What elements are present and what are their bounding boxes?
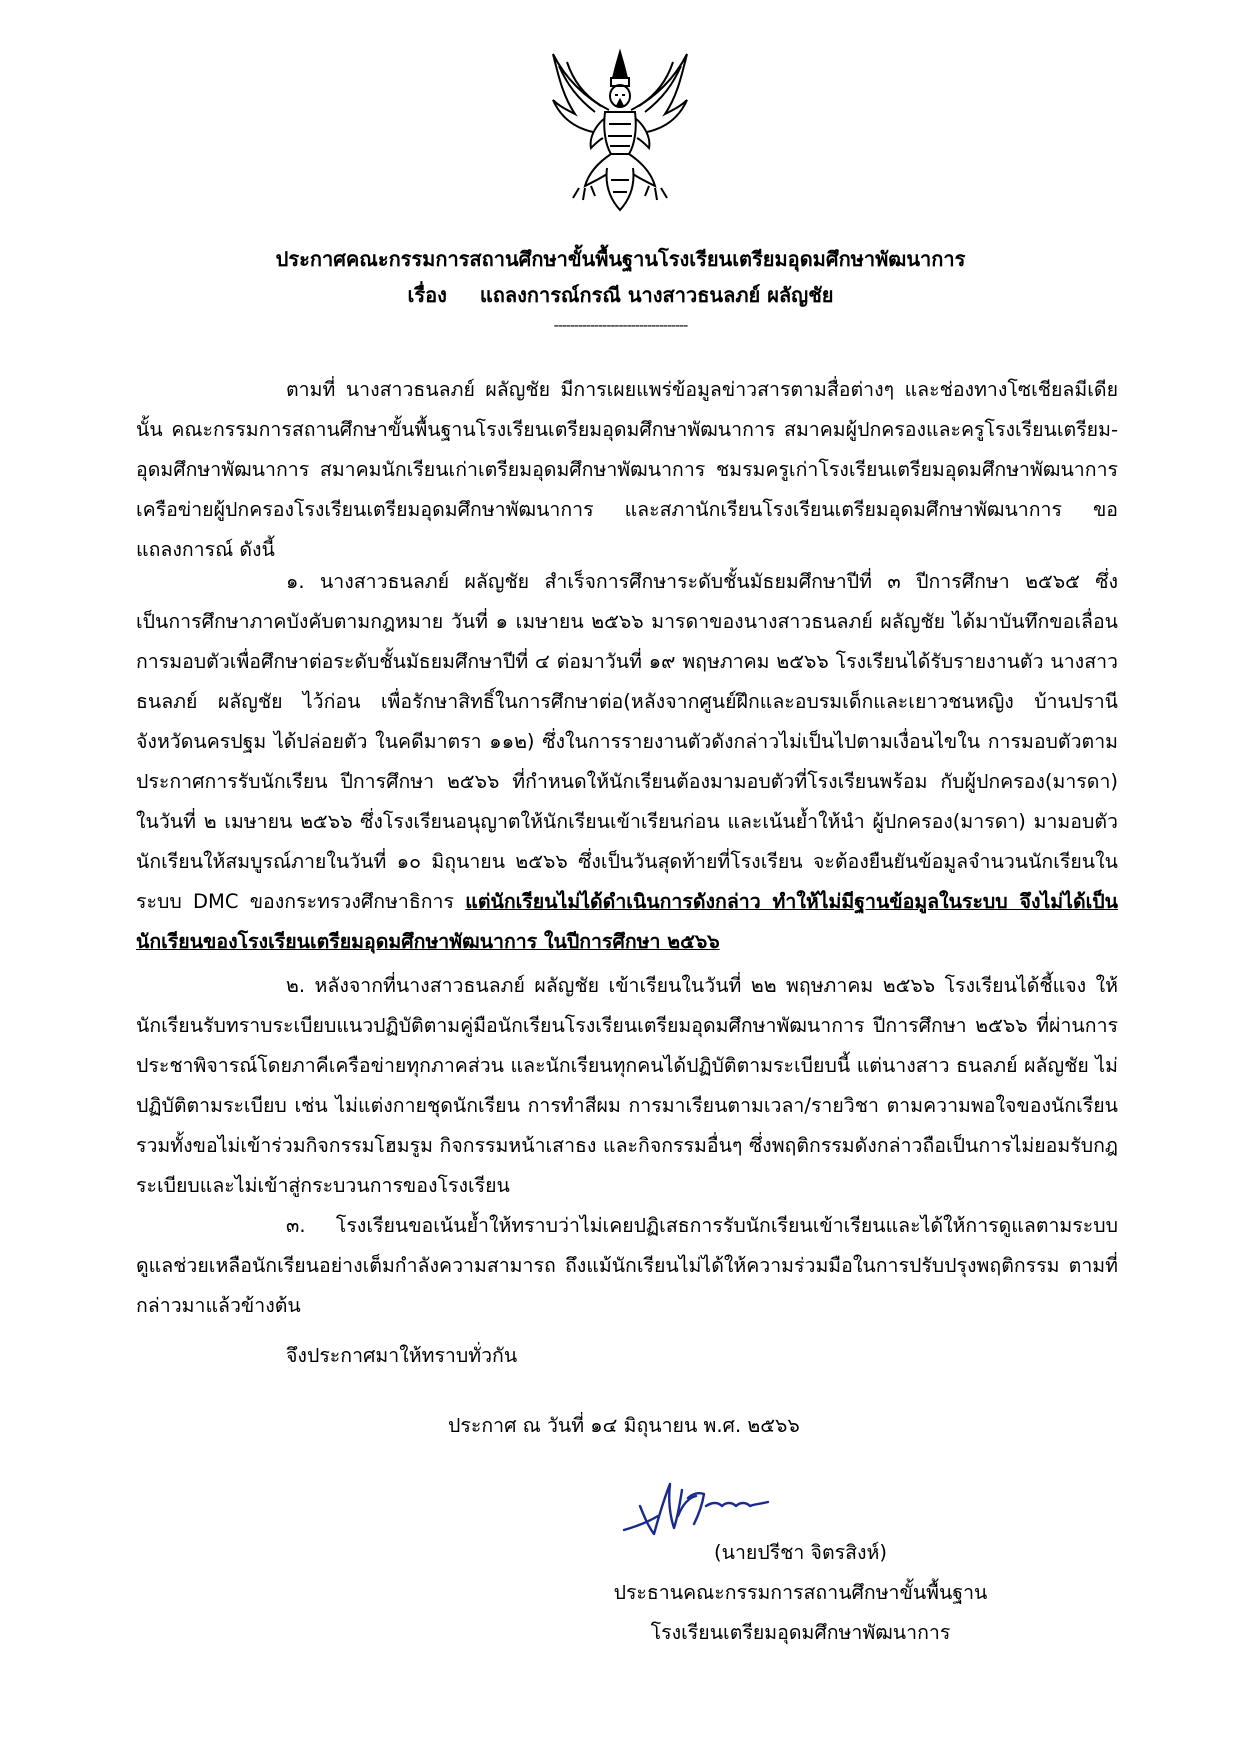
- closing-statement: จึงประกาศมาให้ทราบทั่วกัน: [286, 1344, 518, 1367]
- signer-position: ประธานคณะกรรมการสถานศึกษาขั้นพื้นฐาน: [613, 1581, 988, 1604]
- item-1-emphasis: แต่นักเรียนไม่ได้ดำเนินการดังกล่าว ทำให้ไม่มีฐานข้อมูลในระบบ จึงไม่ได้เป็นนักเรียนของโรงเรียนเตรียมอุดมศึกษาพัฒนาการ ในปีการศึกษา ๒๕๖๖: [136, 890, 1119, 953]
- subject-line: [0, 280, 1241, 310]
- signer-name: (นายปรีชา จิตรสิงห์): [714, 1541, 887, 1564]
- title-separator: ---------------------------------: [553, 318, 688, 334]
- signer-organization: โรงเรียนเตรียมอุดมศึกษาพัฒนาการ: [650, 1621, 951, 1644]
- item-3-paragraph: ๓. โรงเรียนขอเน้นย้ำให้ทราบว่าไม่เคยปฏิเสธการรับนักเรียนเข้าเรียนและได้ให้การดูแลตามระบบ ดูแลช่วยเหลือนักเรียนอย่างเต็มกำลังความสามารถ ถึงแม้นักเรียนไม่ได้ให้ความร่วมมือในการปรับปรุงพฤติกรรม ตามที่กล่าวมาแล้วข้างต้น: [136, 1214, 1118, 1317]
- announcement-date: ประกาศ ณ วันที่ ๑๔ มิถุนายน พ.ศ. ๒๕๖๖: [448, 1414, 800, 1437]
- announcement-title: ประกาศคณะกรรมการสถานศึกษาขั้นพื้นฐานโรงเรียนเตรียมอุดมศึกษาพัฒนาการ: [275, 247, 966, 271]
- signature-icon: [618, 1476, 778, 1540]
- item-1-text: ๑. นางสาวธนลภย์ ผลัญชัย สำเร็จการศึกษาระดับชั้นมัธยมศึกษาปีที่ ๓ ปีการศึกษา ๒๕๖๕ ซึ่งเป็นการศึกษาภาคบังคับตามกฎหมาย วันที่ ๑ เมษายน ๒๕๖๖ มารดาของนางสาวธนลภย์ ผลัญชัย ได้มาบันทึกขอเลื่อนการมอบตัวเพื่อศึกษาต่อระดับชั้นมัธยมศึกษาปีที่ ๔ ต่อมาวันที่ ๑๙ พฤษภาคม ๒๕๖๖ โรงเรียนได้รับรายงานตัว นางสาวธนลภย์ ผลัญชัย ไว้ก่อน เพื่อรักษาสิทธิ์ในการศึกษาต่อ(หลังจากศูนย์ฝึกและอบรมเด็กและเยาวชนหญิง บ้านปรานี จังหวัดนครปฐม ได้ปล่อยตัว ในคดีมาตรา ๑๑๒) ซึ่งในการรายงานตัวดังกล่าวไม่เป็นไปตามเงื่อนไขใน การมอบตัวตามประกาศการรับนักเรียน ปีการศึกษา ๒๕๖๖ ที่กำหนดให้นักเรียนต้องมามอบตัวที่โรงเรียนพร้อม กับผู้ปกครอง(มารดา) ในวันที่ ๒ เมษายน ๒๕๖๖ ซึ่งโรงเรียนอนุญาตให้นักเรียนเข้าเรียนก่อน และเน้นย้ำให้นำ ผู้ปกครอง(มารดา) มามอบตัวนักเรียนให้สมบูรณ์ภายในวันที่ ๑๐ มิถุนายน ๒๕๖๖ ซึ่งเป็นวันสุดท้ายที่โรงเรียน จะต้องยืนยันข้อมูลจำนวนนักเรียนในระบบ DMC ของกระทรวงศึกษาธิการ: [136, 570, 1118, 913]
- intro-paragraph: ตามที่ นางสาวธนลภย์ ผลัญชัย มีการเผยแพร่ข้อมูลข่าวสารตามสื่อต่างๆ และช่องทางโซเชียลมีเดีย นั้น คณะกรรมการสถานศึกษาขั้นพื้นฐานโรงเรียนเตรียมอุดมศึกษาพัฒนาการ สมาคมผู้ปกครองและครูโรงเรียนเตรียม-อุดมศึกษาพัฒนาการ สมาคมนักเรียนเก่าเตรียมอุดมศึกษาพัฒนาการ ชมรมครูเก่าโรงเรียนเตรียมอุดมศึกษาพัฒนาการ เครือข่ายผู้ปกครองโรงเรียนเตรียมอุดมศึกษาพัฒนาการ และสภานักเรียนโรงเรียนเตรียมอุดมศึกษาพัฒนาการ ขอแถลงการณ์ ดังนี้: [136, 378, 1118, 561]
- garuda-emblem-icon: [545, 48, 695, 216]
- item-2-paragraph: ๒. หลังจากที่นางสาวธนลภย์ ผลัญชัย เข้าเรียนในวันที่ ๒๒ พฤษภาคม ๒๕๖๖ โรงเรียนได้ชี้แจง ให้นักเรียนรับทราบระเบียบแนวปฏิบัติตามคู่มือนักเรียนโรงเรียนเตรียมอุดมศึกษาพัฒนาการ ปีการศึกษา ๒๕๖๖ ที่ผ่านการประชาพิจารณ์โดยภาคีเครือข่ายทุกภาคส่วน และนักเรียนทุกคนได้ปฏิบัติตามระเบียบนี้ แต่นางสาว ธนลภย์ ผลัญชัย ไม่ปฏิบัติตามระเบียบ เช่น ไม่แต่งกายชุดนักเรียน การทำสีผม การมาเรียนตามเวลา/รายวิชา ตามความพอใจของนักเรียน รวมทั้งขอไม่เข้าร่วมกิจกรรมโฮมรูม กิจกรรมหน้าเสาธง และกิจกรรมอื่นๆ ซึ่งพฤติกรรมดังกล่าวถือเป็นการไม่ยอมรับกฎระเบียบและไม่เข้าสู่กระบวนการของโรงเรียน: [136, 974, 1118, 1197]
- subject-text: แถลงการณ์กรณี นางสาวธนลภย์ ผลัญชัย: [479, 283, 834, 307]
- item-1-paragraph: [136, 562, 1118, 962]
- subject-label: เรื่อง: [407, 283, 447, 307]
